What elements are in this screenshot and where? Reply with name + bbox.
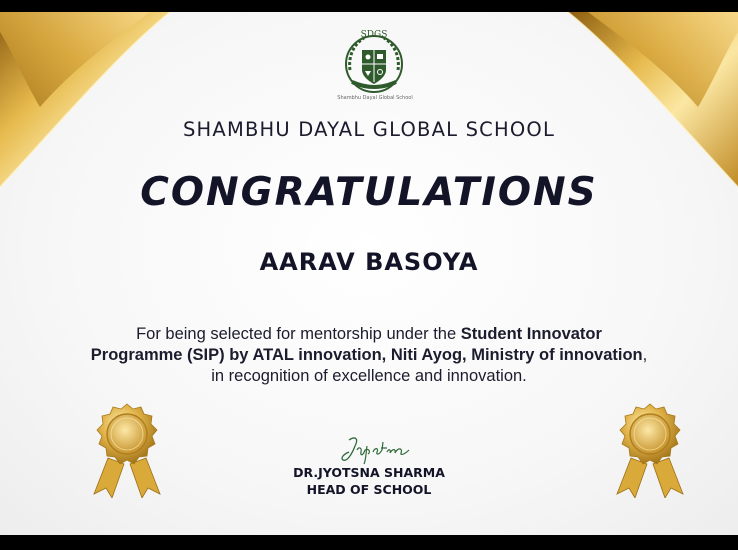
certificate-heading: CONGRATULATIONS bbox=[140, 170, 598, 215]
body-text-part-1: For being selected for mentorship under the bbox=[136, 325, 461, 343]
signatory-name: DR.JYOTSNA SHARMA bbox=[293, 465, 445, 480]
recipient-name: AARAV BASOYA bbox=[259, 248, 479, 276]
certificate bbox=[0, 12, 738, 535]
body-text-part-2: , in recognition of excellence and innovation. bbox=[211, 346, 648, 385]
school-crest-logo bbox=[338, 26, 410, 98]
logo-text: SDGS bbox=[360, 30, 388, 40]
body-text-bold: Student Innovator Programme (SIP) by ATAL innovation, Niti Ayog, Ministry of innovation bbox=[90, 325, 643, 364]
signatory-block bbox=[0, 464, 738, 498]
signatory-title: HEAD OF SCHOOL bbox=[306, 482, 432, 497]
school-name: SHAMBHU DAYAL GLOBAL SCHOOL bbox=[182, 118, 556, 141]
certificate-body-text bbox=[90, 324, 648, 387]
logo-caption: Shambhu Dayal Global School bbox=[337, 95, 413, 101]
